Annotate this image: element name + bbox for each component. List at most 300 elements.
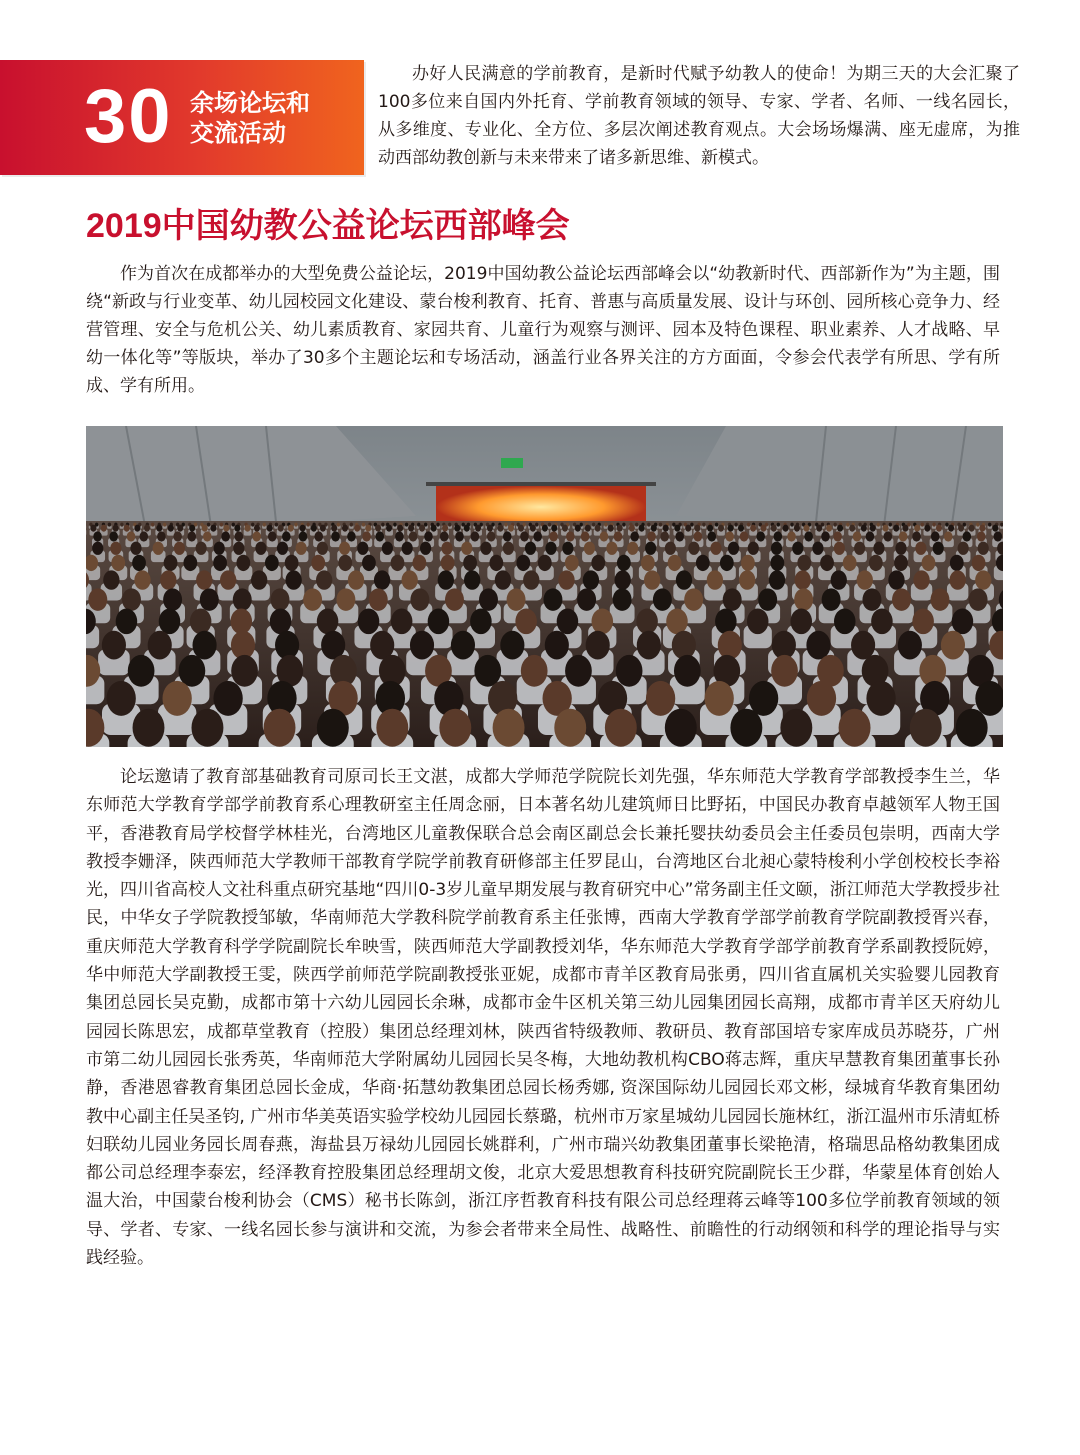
audience-head (542, 525, 548, 532)
audience-head (296, 542, 307, 555)
audience-head (489, 555, 503, 571)
audience-head (637, 631, 661, 660)
audience-head (728, 542, 739, 555)
audience-head (365, 525, 371, 532)
audience-head (410, 588, 429, 611)
audience-head (420, 542, 431, 555)
audience-head (688, 542, 699, 555)
audience-head (213, 555, 227, 571)
audience-head (889, 523, 892, 527)
audience-head (245, 525, 251, 532)
audience-head (720, 555, 734, 571)
audience-head (647, 531, 656, 541)
audience-head (915, 542, 926, 555)
audience-head (191, 709, 223, 747)
audience-head (617, 525, 623, 532)
audience-head (264, 709, 296, 747)
audience-head (676, 570, 692, 589)
audience-head (888, 570, 904, 589)
audience-head (358, 609, 380, 635)
audience-head (163, 588, 182, 611)
audience-head (454, 525, 460, 532)
audience-head (235, 531, 244, 541)
audience-head (337, 523, 340, 527)
audience-head (188, 531, 197, 541)
audience-head (268, 531, 277, 541)
audience-head (316, 570, 332, 589)
audience-head (487, 525, 493, 532)
audience-head (871, 609, 893, 635)
audience-head (231, 655, 258, 687)
section-paragraph-2: 论坛邀请了教育部基础教育司原司长王文湛，成都大学师范学院院长刘先强，华东师范大学教育学部教授李生兰，华东师范大学教育学部学前教育系心理教研室主任周念丽，日本著名幼儿建筑师日比野拓，中国民办教育卓越领军人物王国平，香港教育局学校督学林桂光，台湾地区儿童教保联合总会南区副总会长兼托婴扶幼委员会主任委员包崇明，西南大学教授李姗泽，陕西师范大学教师干部教育学院学前教育研修部主任罗昆山，台湾地区台北昶心蒙特梭利小学创校校长李裕光，四川省高校人文社科重点研究基地“四川0-3岁儿童早期发展与教育研究中心”常务副主任文颐，浙江师范大学教授步社民，中华女子学院教授邹敏，华南师范大学教科院学前教育系主任张博，西南大学教育学部学前教育学院副教授胥兴春，重庆师范大学教育科学学院副院长牟映雪，陕西师范大学副教授刘华，华东师范大学教育学部学前教育学系副教授阮婷，华中师范大学副教授王雯，陕西学前师范学院副教授张亚妮，成都市青羊区教育局张勇，四川省直属机关实验婴儿园教育集团总园长吴克勤，成都市第十六幼儿园园长余琳，成都市金牛区机关第三幼儿园集团园长高翔，成都市青羊区天府幼儿园园长陈思宏，成都草堂教育（控股）集团总经理刘林，陕西省特级教师、教研员、教育部国培专家库成员苏晓芬，广州市第二幼儿园园长张秀英，华南师范大学附属幼儿园园长吴冬梅，大地幼教机构CBO蒋志辉，重庆早慧教育集团董事长孙静，香港恩睿教育集团总园长金成，华商·拓慧幼教集团总园长杨秀娜, 资深国际幼儿园园长邓文彬，绿城育华教育集团幼教中心副主任吴圣钧, 广州市华美英语实验学校幼儿园园长蔡璐，杭州市万家星城幼儿园园长施林红，浙江温州市乐清虹桥妇联幼儿园业务园长周春燕，海盐县万禄幼儿园园长姚群利，广州市瑞兴幼教集团董事长梁艳清，格瑞思品格幼教集团成都公司总经理李泰宏，经泽教育控股集团总经理胡文俊，北京大爱思想教育科技研究院副院长王少群，华蒙星体育创始人温大治，中国蒙台梭利协会（CMS）秘书长陈剑，浙江序哲教育科技有限公司总经理蒋云峰等100多位学前教育领域的领导、学者、专家、一线名园长参与演讲和交流，为参会者带来全局性、战略性、前瞻性的行动纲领和科学的理论指导与实践经验。 (86, 767, 1000, 1269)
audience-head (493, 709, 525, 747)
audience-head (479, 588, 498, 611)
audience-head (884, 531, 893, 541)
audience-head (684, 588, 703, 611)
audience-head (234, 525, 240, 532)
audience-head (202, 525, 208, 532)
audience-head (285, 555, 299, 571)
audience-head (858, 523, 861, 527)
audience-head (956, 709, 988, 747)
audience-head (475, 525, 481, 532)
audience-head (151, 523, 154, 527)
audience-head (780, 709, 812, 747)
audience-head (148, 631, 172, 660)
audience-head (109, 531, 118, 541)
audience-head (470, 609, 492, 635)
audience-head (168, 525, 174, 532)
audience-head (653, 588, 672, 611)
audience-head (705, 681, 734, 716)
audience-head (348, 570, 364, 589)
audience-head (718, 525, 724, 532)
audience-head (317, 542, 328, 555)
audience-head (342, 525, 348, 532)
audience-head (275, 523, 278, 527)
audience-head (914, 525, 920, 532)
audience-head (617, 555, 631, 571)
audience-head (375, 531, 384, 541)
audience-head (101, 525, 107, 532)
audience-head (950, 555, 964, 571)
audience-head (862, 588, 881, 611)
audience-head (275, 631, 299, 660)
audience-head (854, 542, 865, 555)
audience-head (311, 555, 325, 571)
audience-head (508, 525, 514, 532)
audience-head (507, 588, 526, 611)
audience-head (516, 555, 530, 571)
audience-head (525, 542, 536, 555)
audience-head (843, 555, 857, 571)
audience-head (979, 525, 985, 532)
audience-head (163, 523, 166, 527)
audience-head (936, 525, 942, 532)
audience-head (975, 570, 991, 589)
audience-head (464, 525, 470, 532)
audience-head (438, 570, 454, 589)
audience-head (794, 525, 800, 532)
audience-head (134, 570, 150, 589)
audience-head (641, 555, 655, 571)
audience-head (538, 555, 552, 571)
audience-head (627, 542, 638, 555)
audience-head (251, 523, 254, 527)
audience-head (969, 588, 988, 611)
audience-head (566, 531, 575, 541)
audience-head (614, 531, 623, 541)
audience-head (725, 531, 734, 541)
audience-head (428, 609, 450, 635)
audience-head (391, 609, 413, 635)
audience-head (381, 523, 384, 527)
audience-head (883, 525, 889, 532)
audience-head (769, 570, 785, 589)
audience-head (575, 525, 581, 532)
audience-head (408, 525, 414, 532)
audience-head (783, 525, 789, 532)
audience-head (130, 542, 141, 555)
audience-head (922, 555, 936, 571)
audience-head (413, 555, 427, 571)
audience-head (592, 523, 595, 527)
audience-head (369, 588, 388, 611)
audience-head (924, 525, 930, 532)
audience-head (336, 588, 355, 611)
audience-head (314, 531, 323, 541)
audience-head (771, 655, 798, 687)
audience-head (120, 523, 123, 527)
audience-head (690, 523, 693, 527)
audience-head (738, 525, 744, 532)
audience-head (857, 570, 873, 589)
audience-head (497, 525, 503, 532)
audience-head (945, 523, 948, 527)
audience-head (977, 531, 986, 541)
audience-head (128, 655, 155, 687)
audience-head (439, 709, 471, 747)
audience-head (474, 655, 501, 687)
audience-head (331, 525, 337, 532)
audience-head (220, 570, 236, 589)
banner-caption-line1: 余场论坛和 (190, 89, 310, 117)
audience-head (659, 523, 662, 527)
audience-head (551, 525, 557, 532)
audience-head (629, 525, 635, 532)
audience-head (595, 525, 601, 532)
audience-head (807, 681, 836, 716)
audience-head (644, 570, 660, 589)
audience-head (666, 609, 688, 635)
audience-head (92, 542, 103, 555)
audience-head (107, 681, 136, 716)
audience-head (912, 609, 934, 635)
audience-head (520, 531, 529, 541)
audience-head (834, 542, 845, 555)
audience-head (350, 523, 353, 527)
audience-head (177, 525, 183, 532)
audience-head (362, 531, 371, 541)
audience-head (710, 542, 721, 555)
audience-head (393, 523, 396, 527)
audience-head (565, 555, 579, 571)
audience-head (758, 588, 777, 611)
audience-head (834, 609, 856, 635)
audience-head (503, 531, 512, 541)
audience-head (419, 525, 425, 532)
audience-head (978, 542, 989, 555)
audience-head (557, 609, 579, 635)
audience-head (790, 609, 812, 635)
audience-head (771, 525, 777, 532)
audience-head (133, 709, 165, 747)
audience-head (402, 570, 418, 589)
audience-head (674, 525, 680, 532)
audience-head (196, 570, 212, 589)
audience-head (153, 542, 164, 555)
audience-head (837, 525, 843, 532)
audience-head (307, 523, 310, 527)
audience-head (402, 542, 413, 555)
banner-caption (190, 88, 360, 148)
audience-head (585, 525, 591, 532)
audience-head (605, 709, 637, 747)
audience-head (600, 531, 609, 541)
audience-head (282, 531, 291, 541)
audience-head (747, 523, 750, 527)
audience-head (639, 525, 645, 532)
audience-head (893, 525, 899, 532)
audience-head (523, 570, 539, 589)
audience-head (445, 588, 464, 611)
audience-head (463, 555, 477, 571)
audience-head (820, 555, 834, 571)
audience-head (674, 655, 701, 687)
audience-head (963, 531, 972, 541)
audience-head (320, 525, 326, 532)
audience-head (707, 570, 723, 589)
audience-head (110, 542, 121, 555)
audience-head (976, 523, 979, 527)
audience-head (354, 525, 360, 532)
audience-head (278, 525, 284, 532)
audience-head (500, 631, 524, 660)
audience-head (912, 531, 921, 541)
audience-head (873, 542, 884, 555)
audience-head (622, 523, 625, 527)
audience-head (584, 542, 595, 555)
audience-head (708, 531, 717, 541)
audience-head (347, 531, 356, 541)
audience-head (795, 570, 811, 589)
audience-head (707, 525, 713, 532)
audience-head (910, 709, 942, 747)
audience-head (898, 631, 922, 660)
audience-head (221, 531, 230, 541)
audience-head (156, 525, 162, 532)
audience-head (604, 523, 607, 527)
audience-head (558, 570, 574, 589)
audience-head (441, 555, 455, 571)
audience-head (271, 588, 290, 611)
audience-head (159, 609, 181, 635)
audience-head (424, 531, 433, 541)
audience-head (116, 609, 138, 635)
audience-head (311, 525, 317, 532)
audience-head (812, 542, 823, 555)
audience-head (183, 555, 197, 571)
audience-head (535, 523, 538, 527)
audience-head (741, 555, 755, 571)
audience-head (660, 531, 669, 541)
audience-head (461, 542, 472, 555)
audience-head (93, 531, 102, 541)
audience-head (833, 523, 836, 527)
audience-head (88, 588, 107, 611)
audience-head (386, 525, 392, 532)
audience-head (317, 709, 349, 747)
audience-head (102, 631, 126, 660)
audience-head (715, 609, 737, 635)
audience-head (127, 531, 136, 541)
audience-head (913, 570, 929, 589)
audience-head (203, 531, 212, 541)
audience-head (792, 542, 803, 555)
audience-head (111, 555, 125, 571)
audience-head (405, 523, 408, 527)
intro-paragraph: 办好人民满意的学前教育，是新时代赋予幼教人的使命！为期三天的大会汇聚了100多位来自国内外托育、学前教育领域的领导、专家、学者、名师、一线名园长，从多维度、专业化、全方位、多层次阐述教育观点。大会场场爆满、座无虚席，为推动西部幼教创新与未来带来了诸多新思维、新模式。 (378, 64, 1020, 168)
audience-head (451, 631, 475, 660)
audience-head (826, 525, 832, 532)
audience-head (213, 681, 242, 716)
audience-head (586, 631, 610, 660)
audience-head (285, 570, 301, 589)
audience-head (545, 542, 556, 555)
audience-head (124, 525, 130, 532)
audience-head (651, 525, 657, 532)
audience-head (200, 588, 219, 611)
audience-head (263, 523, 266, 527)
audience-head (750, 525, 756, 532)
audience-head (409, 531, 418, 541)
audience-head (851, 631, 875, 660)
conference-hall-photo (86, 426, 1003, 747)
audience-head (748, 542, 759, 555)
audience-head (562, 525, 568, 532)
audience-head (252, 531, 261, 541)
audience-head (694, 531, 703, 541)
audience-head (616, 655, 643, 687)
audience-head (214, 542, 225, 555)
audience-head (103, 570, 119, 589)
audience-head (647, 523, 650, 527)
audience-head (866, 681, 895, 716)
audience-head (164, 555, 178, 571)
audience-head (436, 523, 439, 527)
audience-head (761, 525, 767, 532)
audience-head (870, 525, 876, 532)
audience-head (816, 525, 822, 532)
audience-head (162, 681, 191, 716)
audience-head (777, 523, 780, 527)
audience-head (331, 531, 340, 541)
audience-head (715, 523, 718, 527)
audience-head (831, 570, 847, 589)
audience-head (866, 531, 875, 541)
audience-head (549, 531, 558, 541)
audience-head (931, 531, 940, 541)
audience-head (949, 570, 965, 589)
audience-head (431, 525, 437, 532)
conference-hall-illustration (86, 426, 1003, 747)
audience-head (565, 655, 592, 687)
audience-head (645, 542, 656, 555)
audience-head (696, 555, 710, 571)
audience-head (132, 555, 146, 571)
audience-head (931, 588, 950, 611)
audience-head (232, 523, 235, 527)
audience-head (988, 523, 991, 527)
audience-head (933, 542, 944, 555)
audience-head (190, 609, 212, 635)
audience-head (646, 681, 675, 716)
banner-number: 30 (84, 74, 173, 159)
audience-head (545, 631, 569, 660)
audience-head (193, 631, 217, 660)
audience-head (562, 542, 573, 555)
audience-head (790, 523, 793, 527)
audience-head (894, 555, 908, 571)
audience-head (157, 531, 166, 541)
audience-head (236, 555, 250, 571)
audience-head (455, 531, 464, 541)
audience-head (770, 555, 784, 571)
audience-head (303, 588, 322, 611)
audience-head (756, 531, 765, 541)
audience-head (207, 523, 210, 527)
audience-head (495, 570, 511, 589)
audience-head (734, 523, 737, 527)
audience-head (288, 525, 294, 532)
audience-head (223, 525, 229, 532)
audience-head (515, 609, 537, 635)
audience-head (487, 531, 496, 541)
audience-head (583, 570, 599, 589)
audience-head (277, 542, 288, 555)
audience-head (958, 542, 969, 555)
audience-head (749, 681, 778, 716)
audience-head (806, 631, 830, 660)
audience-head (972, 555, 986, 571)
audience-head (317, 609, 339, 635)
audience-head (740, 531, 749, 541)
audience-head (718, 631, 742, 660)
audience-head (774, 531, 783, 541)
audience-head (668, 555, 682, 571)
audience-head (797, 555, 811, 571)
audience-head (173, 531, 182, 541)
audience-head (410, 631, 434, 660)
audience-head (994, 531, 1003, 541)
section-paragraph-1: 作为首次在成都举办的大型免费公益论坛，2019中国幼教公益论坛西部峰会以“幼教新时代、西部新作为”为主题，围绕“新政与行业变革、幼儿园校园文化建设、蒙台梭利教育、托育、普惠与高质量发展、设计与环创、园所核心竞争力、经营管理、安全与危机公关、幼儿素质教育、家园共育、儿童行为观察与测评、园本及特色课程、职业素养、人才战略、早幼一体化等”等版块，举办了30多个主题论坛和专场活动，涵盖行业各界关注的方方面面，令参会代表学有所思、学有所成、学有所用。 (86, 264, 1000, 396)
audience-head (548, 523, 551, 527)
audience-head (702, 523, 705, 527)
audience-head (220, 523, 223, 527)
audience-head (90, 525, 96, 532)
audience-head (969, 525, 975, 532)
audience-head (543, 588, 562, 611)
